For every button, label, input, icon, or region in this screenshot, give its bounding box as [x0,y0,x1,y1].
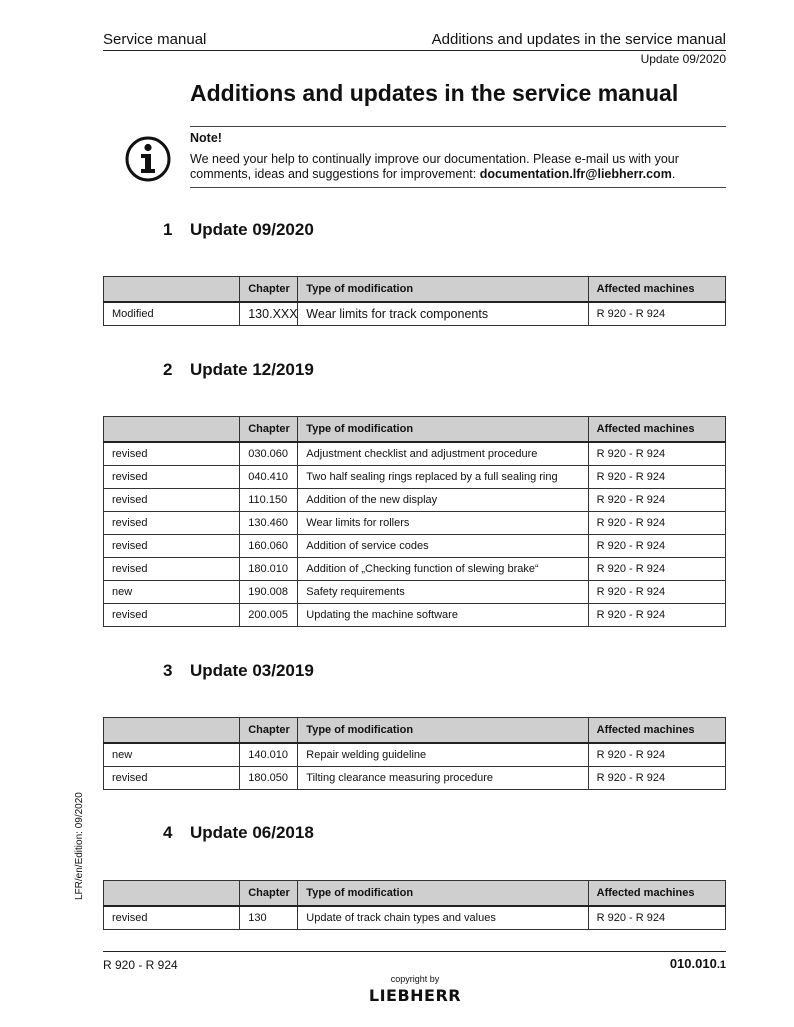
cell-machines: R 920 - R 924 [588,512,725,535]
table-header-row [104,881,726,907]
section-number: 4 [163,823,173,842]
header-chapter: Chapter [240,881,298,907]
footer-divider [103,951,726,952]
note-label: Note! [190,131,222,145]
cell-type: Adjustment checklist and adjustment procedure [298,442,588,466]
table-row [104,581,726,604]
cell-chapter: 130.460 [240,512,298,535]
cell-machines: R 920 - R 924 [588,743,725,767]
header-machines: Affected machines [588,277,725,303]
header-status [104,417,240,443]
info-icon [125,136,171,182]
section-title: Update 06/2018 [190,823,314,842]
cell-chapter: 190.008 [240,581,298,604]
cell-machines: R 920 - R 924 [588,604,725,627]
header-update: Update 09/2020 [640,52,726,66]
header-type: Type of modification [298,881,588,907]
cell-type: Addition of „Checking function of slewing brake“ [298,558,588,581]
cell-chapter: 130.XXX [240,302,298,326]
cell-chapter: 040.410 [240,466,298,489]
modification-table [103,276,726,326]
cell-status: revised [104,604,240,627]
cell-type: Two half sealing rings replaced by a full sealing ring [298,466,588,489]
cell-status: new [104,743,240,767]
cell-machines: R 920 - R 924 [588,302,725,326]
header-divider [103,50,726,51]
cell-status: new [104,581,240,604]
table-header-row [104,417,726,443]
header-status [104,881,240,907]
table-row [104,489,726,512]
modification-table [103,717,726,790]
cell-status: revised [104,767,240,790]
cell-status: revised [104,442,240,466]
table-row [104,466,726,489]
cell-machines: R 920 - R 924 [588,466,725,489]
table-row [104,767,726,790]
cell-machines: R 920 - R 924 [588,442,725,466]
header-machines: Affected machines [588,718,725,744]
header-chapter: Chapter [240,718,298,744]
cell-type: Tilting clearance measuring procedure [298,767,588,790]
page-title: Additions and updates in the service manual [190,80,679,106]
cell-type: Wear limits for rollers [298,512,588,535]
cell-chapter: 160.060 [240,535,298,558]
header-type: Type of modification [298,417,588,443]
cell-status: revised [104,558,240,581]
header-status [104,718,240,744]
section-number: 2 [163,360,173,379]
section-title: Update 12/2019 [190,360,314,379]
page-number-main: 010.010 [669,956,717,971]
cell-chapter: 030.060 [240,442,298,466]
header-type: Type of modification [298,277,588,303]
note-top-divider [190,126,726,127]
header-chapter: Chapter [240,277,298,303]
footer-page-number [670,956,726,971]
cell-status: Modified [104,302,240,326]
cell-chapter: 180.010 [240,558,298,581]
table-row [104,442,726,466]
cell-type: Updating the machine software [298,604,588,627]
table-row [104,512,726,535]
cell-status: revised [104,512,240,535]
cell-machines: R 920 - R 924 [588,767,725,790]
cell-type: Repair welding guideline [298,743,588,767]
note-bottom-divider [190,187,726,188]
cell-type: Addition of service codes [298,535,588,558]
cell-machines: R 920 - R 924 [588,489,725,512]
header-chapter: Chapter [240,417,298,443]
page-number-suffix: .1 [716,959,726,971]
section-title: Update 09/2020 [190,220,314,239]
header-right: Additions and updates in the service manual [431,31,726,48]
section-title: Update 03/2019 [190,661,314,680]
cell-chapter: 140.010 [240,743,298,767]
cell-type: Wear limits for track components [298,302,588,326]
table-row [104,743,726,767]
table-row [104,558,726,581]
cell-machines: R 920 - R 924 [588,535,725,558]
cell-machines: R 920 - R 924 [588,558,725,581]
header-status [104,277,240,303]
table-header-row [104,718,726,744]
liebherr-logo: LIEBHERR [368,986,462,1005]
modification-table [103,416,726,627]
cell-type: Safety requirements [298,581,588,604]
cell-machines: R 920 - R 924 [588,581,725,604]
cell-chapter: 200.005 [240,604,298,627]
cell-machines: R 920 - R 924 [588,906,725,930]
section-number: 1 [163,220,173,239]
cell-type: Update of track chain types and values [298,906,588,930]
table-row [104,535,726,558]
cell-chapter: 130 [240,906,298,930]
header-machines: Affected machines [588,881,725,907]
header-machines: Affected machines [588,417,725,443]
cell-status: revised [104,535,240,558]
table-row [104,604,726,627]
section-number: 3 [163,661,173,680]
table-row [104,302,726,326]
cell-chapter: 180.050 [240,767,298,790]
cell-type: Addition of the new display [298,489,588,512]
copyright-text: copyright by [390,974,440,984]
table-row [104,906,726,930]
note-end: . [671,167,676,181]
cell-status: revised [104,466,240,489]
cell-chapter: 110.150 [240,489,298,512]
modification-table [103,880,726,930]
edition-side-text: LFR/en/Edition: 09/2020 [74,792,85,900]
note-body: We need your help to continually improve our documentation. Please e-mail us with your comments, ideas and suggestions for improvement: [190,152,679,181]
note-email[interactable]: documentation.lfr@liebherr.com [479,167,672,181]
table-header-row [104,277,726,303]
footer-models: R 920 - R 924 [103,958,178,972]
header-type: Type of modification [298,718,588,744]
cell-status: revised [104,906,240,930]
note-text [190,152,726,182]
cell-status: revised [104,489,240,512]
header-left: Service manual [103,31,207,48]
